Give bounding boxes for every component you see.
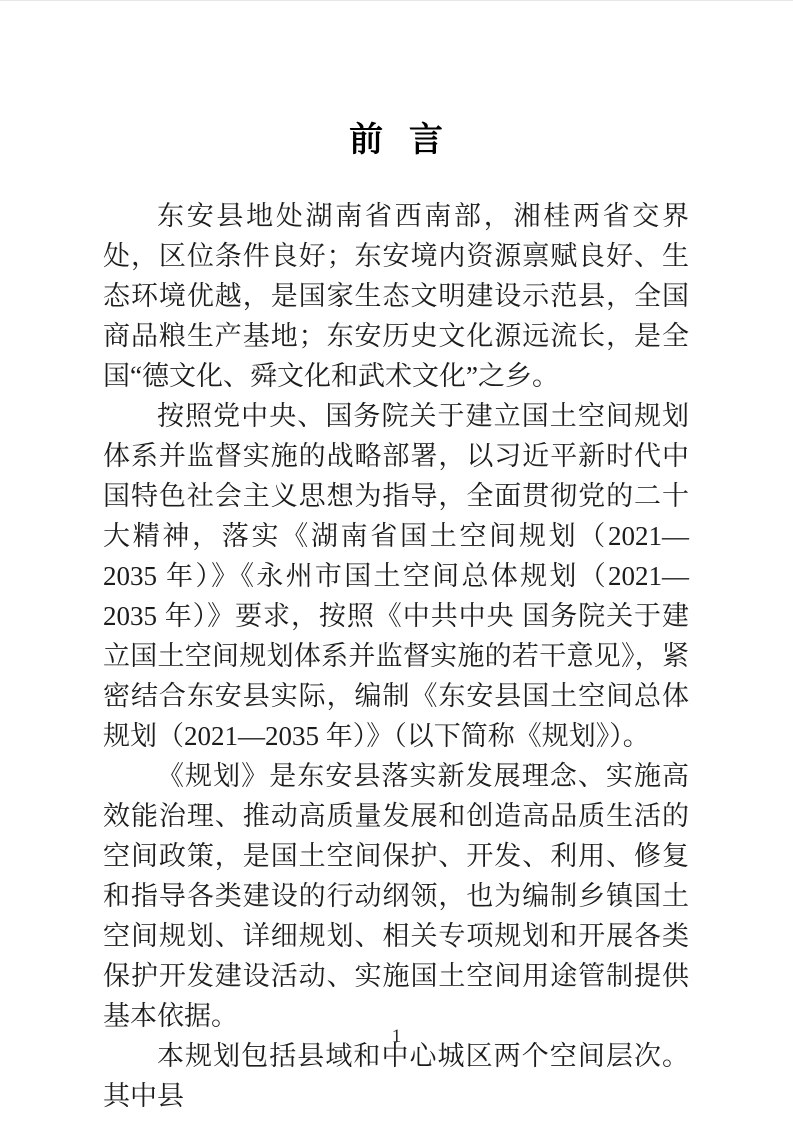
page-number: 1 [391, 1026, 402, 1047]
paragraph-spatial-levels: 本规划包括县域和中心城区两个空间层次。其中县 [103, 1041, 689, 1111]
document-title: 前 言 [349, 122, 444, 159]
document-body [103, 196, 689, 1116]
paragraph-planning-basis: 按照党中央、国务院关于建立国土空间规划体系并监督实施的战略部署，以习近平新时代中国特色社会主义思想为指导，全面贯彻党的二十大精神，落实《湖南省国土空间规划（2021—2035 年）》《永州市国土空间总体规划（2021—2035 年）》要求，按照《中共中央 国务院关于建立国土空间规划体系并监督实施的若干意见》，紧密结合东安县实际，编制《东安县国土空间总体规划（2021—2035 年）》（以下简称《规划》）。 [103, 401, 689, 751]
paragraph-plan-role: 《规划》是东安县落实新发展理念、实施高效能治理、推动高质量发展和创造高品质生活的空间政策，是国土空间保护、开发、利用、修复和指导各类建设的行动纲领，也为编制乡镇国土空间规划、详细规划、相关专项规划和开展各类保护开发建设活动、实施国土空间用途管制提供基本依据。 [103, 761, 689, 1031]
paragraph-intro-county: 东安县地处湖南省西南部，湘桂两省交界处，区位条件良好；东安境内资源禀赋良好、生态环境优越，是国家生态文明建设示范县，全国商品粮生产基地；东安历史文化源远流长，是全国“德文化、舜文化和武术文化”之乡。 [103, 201, 689, 391]
